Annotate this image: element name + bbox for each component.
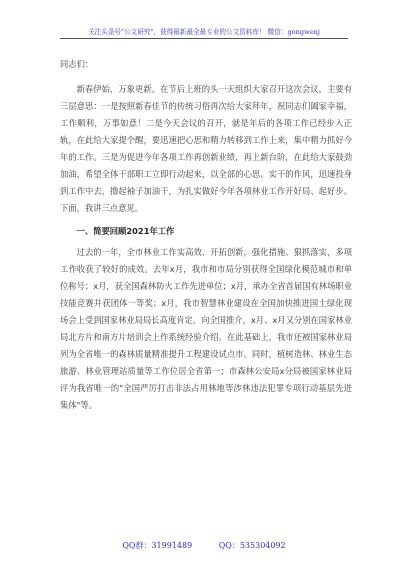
qq-contact-label: QQ：535304092 [218,541,286,550]
page-footer [0,540,408,551]
section-heading: 一、简要回顾2021年工作 [76,226,175,236]
qq-group-label: QQ群：31991489 [122,541,193,550]
page-header-banner: 关注头条号"公文研究"，获得最新最全最专业的公文资料库！ 微信：gongwenj [88,28,320,36]
section-paragraph: 过去的一年，全市林业工作实高效、开拓创新，强化措施、狠抓落实，多项工作收获了较好的成效。去年x月，我市和市局分别获得全国绿化模范城市和单位称号；x月，获全国森林防火工作先进单位；x月，承办全省首届国有林场职业技能竞赛并获团体一等奖；x月，我市智慧林业建设在全国加快推进国土绿化现场会上受到国家林业局局长高度肯定，向全国推介，x月、x月又分别在国家林业局北方片和南方片培训会上作系统经验介绍。在此基础上，我市还被国家林业局列为全省唯一的森林质量精准提升工程建设试点市。同时，植树造林、林业生态旅游、林业管理站质量等工作位居全省第一；市森林公安局x分局被国家林业局评为我省唯一的"全国严厉打击非法占用林地等涉林违法犯罪专项行动基层先进集体"等。 [60,247,352,410]
greeting: 同志们： [60,59,94,69]
intro-paragraph: 新春伊始，万象更新。在节后上班的头一天组织大家召开这次会议，主要有三层意思：一是按照新春佳节的传统习俗再次给大家拜年，祝同志们阖家幸福，工作顺利，万事如意！二是今天会议的召开，就是年后的各项工作已经步入正轨，在此给大家提个醒，要迅速把心思和精力转移到工作上来，集中精力抓好今年的工作。三是为促进今年各项工作再创新业绩，再上新台阶，在此给大家鼓劲加油，希望全体干部职工立即行动起来，以全部的心思、实干的作风，迅速投身到工作中去，撸起袖子加油干，为扎实做好今年各项林业工作开好局、起好步。下面，我讲三点意见。 [60,84,352,213]
header-divider [60,38,348,39]
document-body [60,56,352,414]
